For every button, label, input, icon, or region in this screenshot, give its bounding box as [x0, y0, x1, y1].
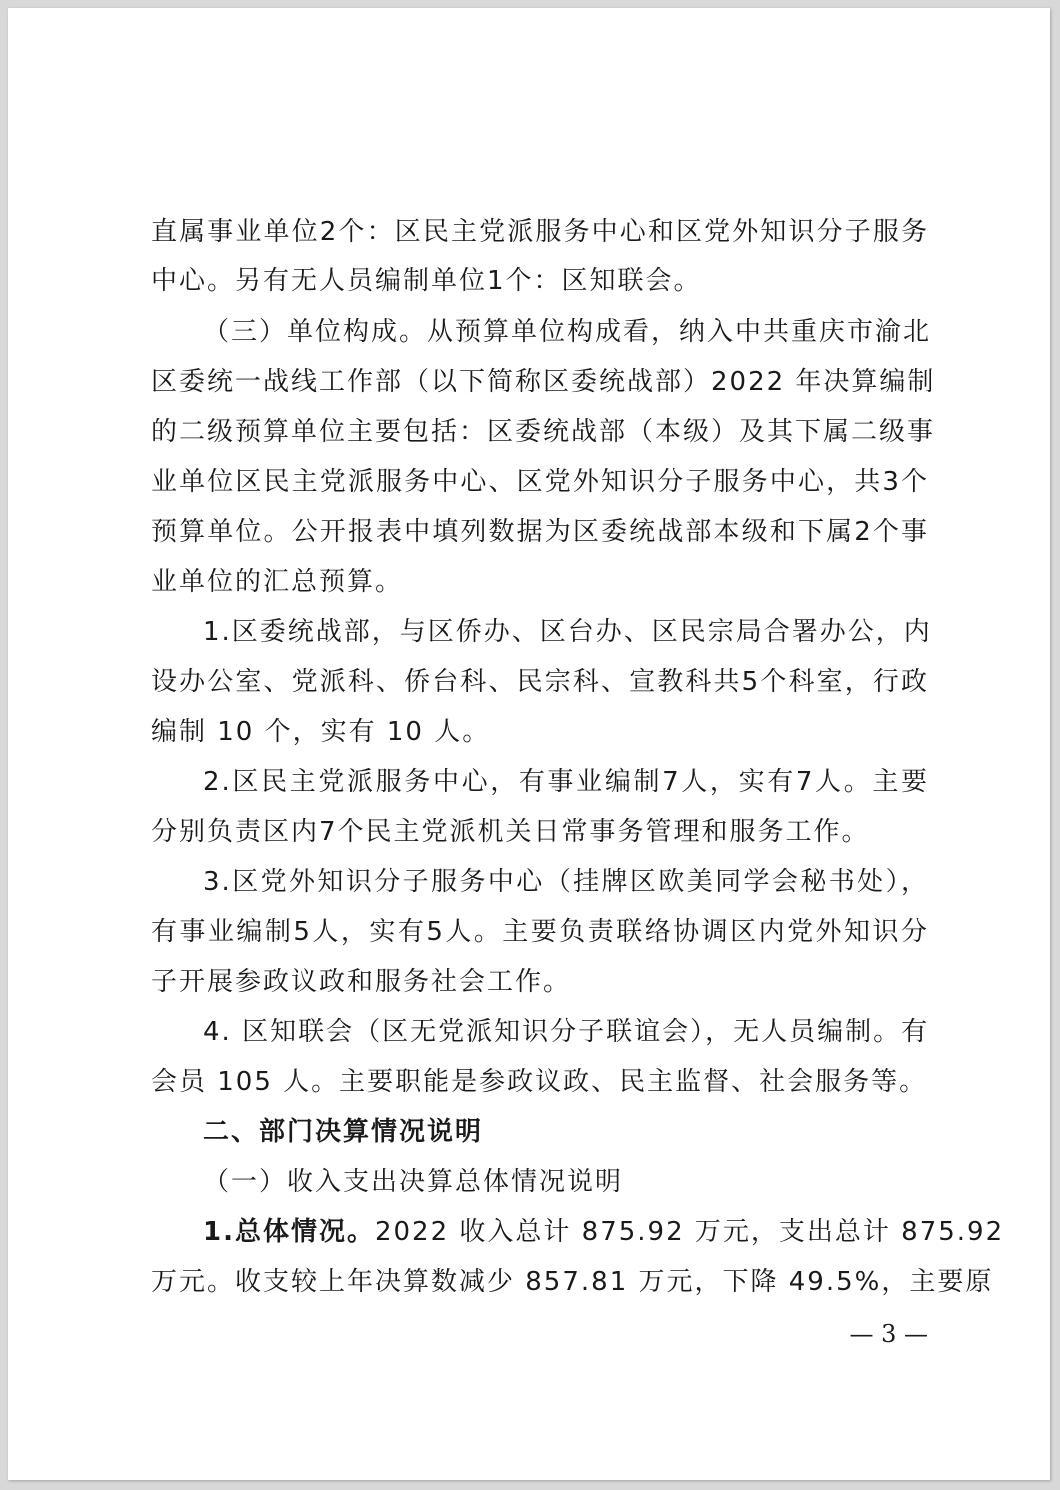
- paragraph-line: 设办公室、党派科、侨台科、民宗科、宣教科共5个科室，行政: [151, 667, 929, 697]
- paragraph-line: 2.区民主党派服务中心，有事业编制7人，实有7人。主要: [203, 767, 929, 797]
- paragraph-line: 区委统一战线工作部（以下简称区委统战部）2022 年决算编制: [151, 367, 936, 397]
- paragraph-line: 万元。收支较上年决算数减少 857.81 万元，下降 49.5%，主要原: [151, 1267, 994, 1297]
- paragraph-line: 直属事业单位2个：区民主党派服务中心和区党外知识分子服务: [151, 217, 929, 247]
- paragraph-line: （三）单位构成。从预算单位构成看，纳入中共重庆市渝北: [203, 317, 932, 347]
- paragraph-line: 分别负责区内7个民主党派机关日常事务管理和服务工作。: [151, 817, 870, 847]
- bold-lead: 1.总体情况。: [203, 1217, 375, 1247]
- section-heading: 二、部门决算情况说明: [203, 1117, 484, 1147]
- paragraph-text: 2022 收入总计 875.92 万元，支出总计 875.92: [374, 1217, 1005, 1247]
- subsection-heading: （一）收入支出决算总体情况说明: [203, 1167, 624, 1197]
- paragraph-line: 业单位的汇总预算。: [151, 567, 404, 597]
- paragraph-line: 业单位区民主党派服务中心、区党外知识分子服务中心，共3个: [151, 467, 929, 497]
- paragraph-line: 的二级预算单位主要包括：区委统战部（本级）及其下属二级事: [151, 417, 936, 447]
- paragraph-line: [203, 1208, 1005, 1256]
- paragraph-line: 中心。另有无人员编制单位1个：区知联会。: [151, 266, 702, 296]
- paragraph-line: 4. 区知联会（区无党派知识分子联谊会），无人员编制。有: [203, 1017, 930, 1047]
- paragraph-line: 子开展参政议政和服务社会工作。: [151, 967, 572, 997]
- paragraph-line: 有事业编制5人，实有5人。主要负责联络协调区内党外知识分: [151, 917, 929, 947]
- page-number: — 3 —: [849, 1320, 928, 1348]
- document-page: [8, 8, 1050, 1480]
- paragraph-line: 会员 105 人。主要职能是参政议政、民主监督、社会服务等。: [151, 1067, 928, 1097]
- paragraph-line: 1.区委统战部，与区侨办、区台办、区民宗局合署办公，内: [203, 617, 932, 647]
- paragraph-line: 3.区党外知识分子服务中心（挂牌区欧美同学会秘书处），: [203, 867, 929, 897]
- paragraph-line: 编制 10 个，实有 10 人。: [151, 717, 491, 747]
- paragraph-line: 预算单位。公开报表中填列数据为区委统战部本级和下属2个事: [151, 517, 929, 547]
